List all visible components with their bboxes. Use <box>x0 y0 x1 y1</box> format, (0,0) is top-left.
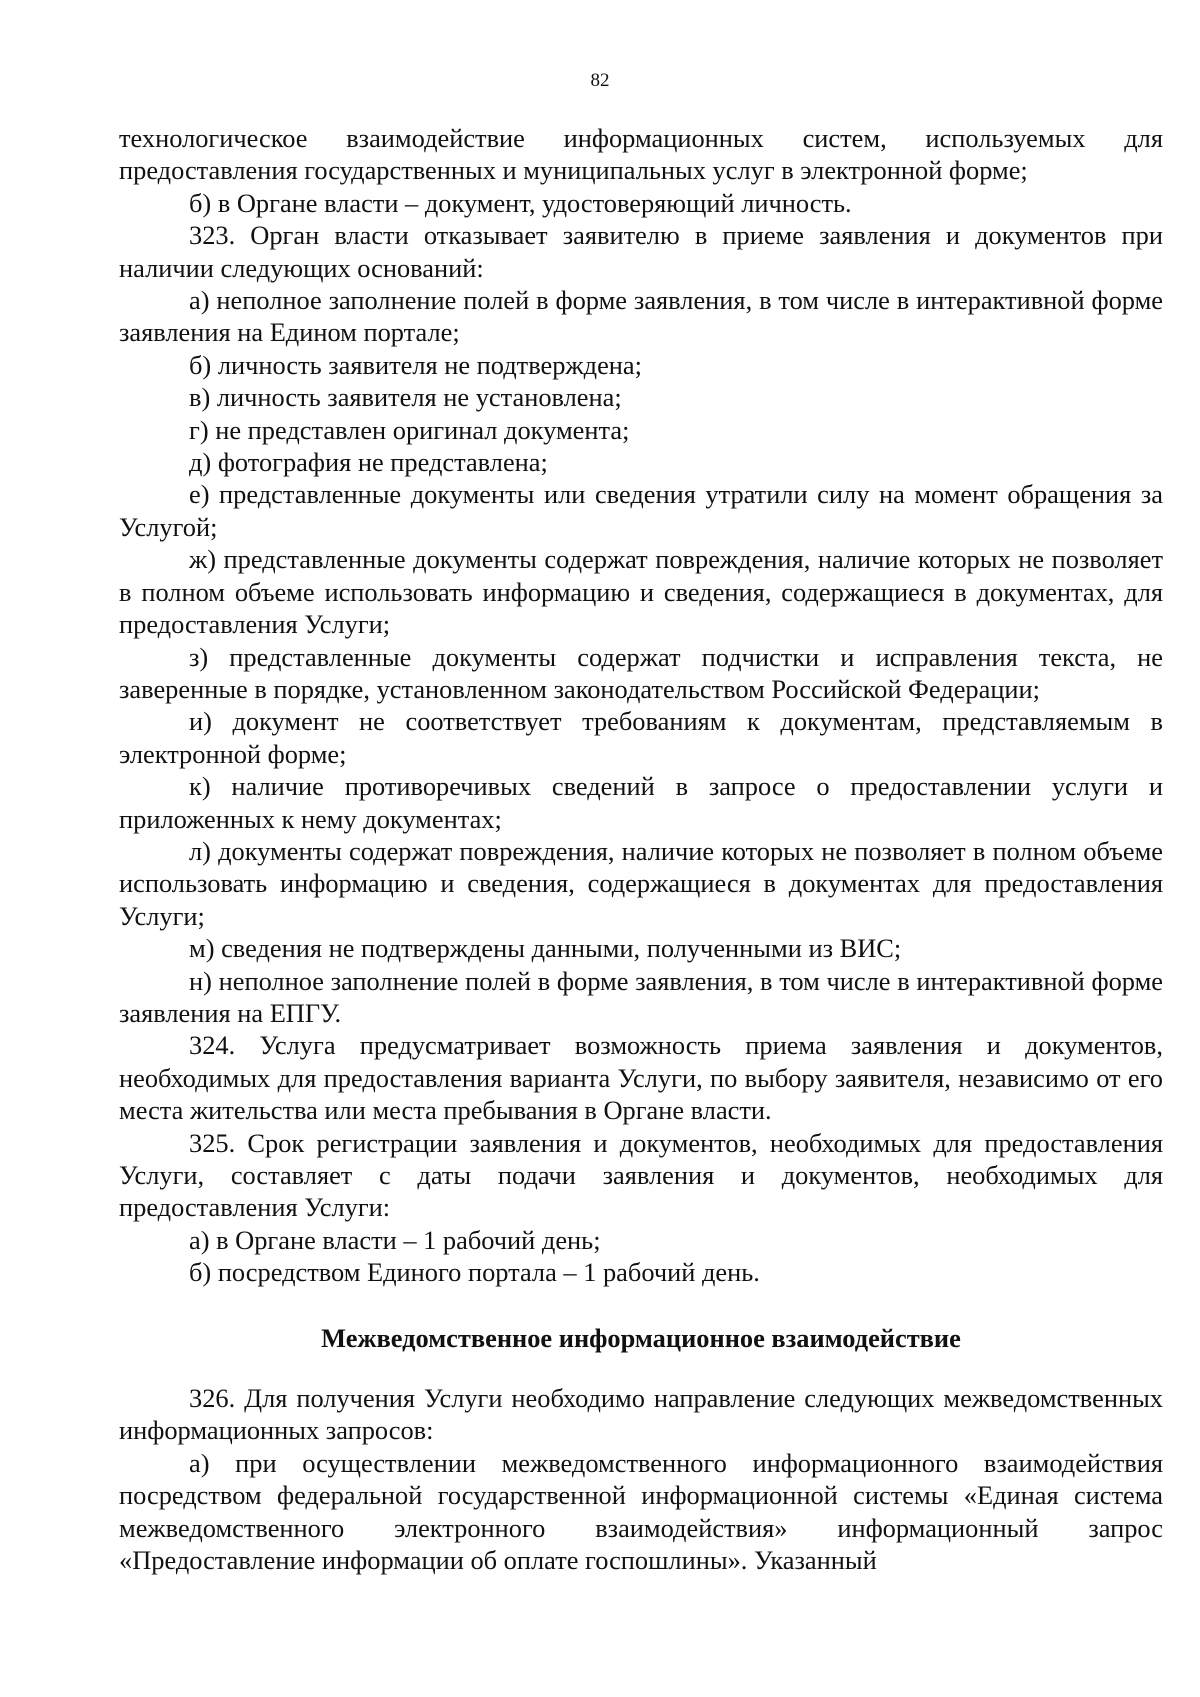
paragraph: г) не представлен оригинал документа; <box>189 414 630 445</box>
paragraph: в) личность заявителя не установлена; <box>189 382 622 413</box>
paragraph: а) неполное заполнение полей в форме заявления, в том числе в интерактивной форме заявления на Едином портале; <box>119 285 1163 348</box>
paragraph: е) представленные документы или сведения утратили силу на момент обращения за Услугой; <box>119 479 1163 542</box>
paragraph-list-top <box>119 122 1163 1289</box>
paragraph: н) неполное заполнение полей в форме заявления, в том числе в интерактивной форме заявления на ЕПГУ. <box>119 965 1163 1028</box>
section-heading: Межведомственное информационное взаимодействие <box>321 1322 961 1353</box>
paragraph: б) в Органе власти – документ, удостоверяющий личность. <box>189 187 852 218</box>
document-body <box>119 122 1163 1576</box>
paragraph: 326. Для получения Услуги необходимо направление следующих межведомственных информационных запросов: <box>119 1383 1163 1446</box>
paragraph: 325. Срок регистрации заявления и документов, необходимых для предоставления Услуги, составляет с даты подачи заявления и документов, необходимых для предоставления Услуги: <box>119 1127 1163 1223</box>
paragraph: а) в Органе власти – 1 рабочий день; <box>189 1224 601 1255</box>
paragraph-list-bottom <box>119 1382 1163 1576</box>
paragraph: к) наличие противоречивых сведений в запросе о предоставлении услуги и приложенных к нему документах; <box>119 771 1163 834</box>
paragraph: м) сведения не подтверждены данными, полученными из ВИС; <box>189 933 902 964</box>
paragraph: и) документ не соответствует требованиям к документам, представляемым в электронной форме; <box>119 706 1163 769</box>
paragraph: 323. Орган власти отказывает заявителю в приеме заявления и документов при наличии следующих оснований: <box>119 220 1163 283</box>
paragraph: б) личность заявителя не подтверждена; <box>189 349 642 380</box>
paragraph: ж) представленные документы содержат повреждения, наличие которых не позволяет в полном объеме использовать информацию и сведения, содержащиеся в документах, для предоставления Услуги; <box>119 544 1163 640</box>
paragraph: а) при осуществлении межведомственного информационного взаимодействия посредством федеральной государственной информационной системы «Единая система межведомственного электронного взаимодействия» информационный запрос «Предоставление информации об оплате госпошлины». Указанный <box>119 1447 1163 1576</box>
paragraph: технологическое взаимодействие информационных систем, используемых для предоставления государственных и муниципальных услуг в электронной форме; <box>119 123 1163 186</box>
page-number: 82 <box>590 70 610 91</box>
paragraph: б) посредством Единого портала – 1 рабочий день. <box>189 1257 760 1288</box>
paragraph: л) документы содержат повреждения, наличие которых не позволяет в полном объеме использовать информацию и сведения, содержащиеся в документах для предоставления Услуги; <box>119 835 1163 931</box>
paragraph: д) фотография не представлена; <box>189 447 548 478</box>
paragraph: 324. Услуга предусматривает возможность приема заявления и документов, необходимых для предоставления варианта Услуги, по выбору заявителя, независимо от его места жительства или места пребывания в Органе власти. <box>119 1030 1163 1126</box>
paragraph: з) представленные документы содержат подчистки и исправления текста, не заверенные в порядке, установленном законодательством Российской Федерации; <box>119 641 1163 704</box>
